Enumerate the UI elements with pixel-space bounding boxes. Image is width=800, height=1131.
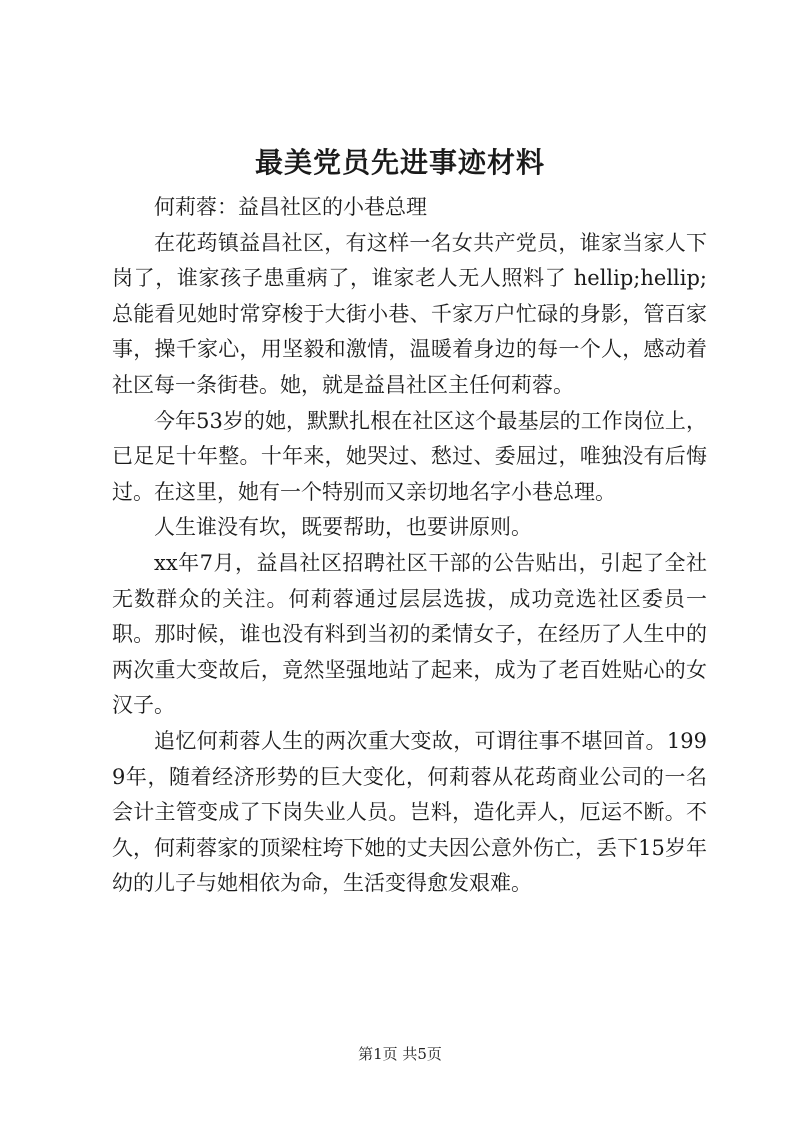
paragraph: 人生谁没有坎，既要帮助，也要讲原则。 bbox=[154, 515, 532, 540]
paragraph-subtitle: 何莉蓉：益昌社区的小巷总理 bbox=[154, 195, 427, 219]
page-number-footer: 第1页 共5页 bbox=[358, 1045, 442, 1063]
paragraph: 追忆何莉蓉人生的两次重大变故，可谓往事不堪回首。1999年，随着经济形势的巨大变化，何莉蓉从花荺商业公司的一名会计主管变成了下岗失业人员。岂料，造化弄人，厄运不断。不久，何莉蓉家的顶梁柱垮下她的丈夫因公意外伤亡，丢下15岁年幼的儿子与她相依为命，生活变得愈发艰难。 bbox=[112, 728, 707, 896]
document-title: 最美党员先进事迹材料 bbox=[254, 146, 545, 179]
paragraph: 在花荺镇益昌社区，有这样一名女共产党员，谁家当家人下岗了，谁家孩子患重病了，谁家老人无人照料了 hellip;hellip;总能看见她时常穿梭于大街小巷、千家万户忙碌的身影，管百家事，操千家心，用坚毅和激情，温暖着身边的每一个人，感动着社区每一条街巷。她，就是益昌社区主任何莉蓉。 bbox=[112, 230, 707, 397]
paragraph: xx年7月，益昌社区招聘社区干部的公告贴出，引起了全社无数群众的关注。何莉蓉通过层层选拔，成功竞选社区委员一职。那时候，谁也没有料到当初的柔情女子，在经历了人生中的两次重大变故后，竟然坚强地站了起来，成为了老百姓贴心的女汉子。 bbox=[112, 550, 707, 718]
paragraph: 今年53岁的她，默默扎根在社区这个最基层的工作岗位上，已足足十年整。十年来，她哭过、愁过、委屈过，唯独没有后悔过。在这里，她有一个特别而又亲切地名字小巷总理。 bbox=[112, 408, 707, 504]
document-body bbox=[112, 190, 707, 902]
